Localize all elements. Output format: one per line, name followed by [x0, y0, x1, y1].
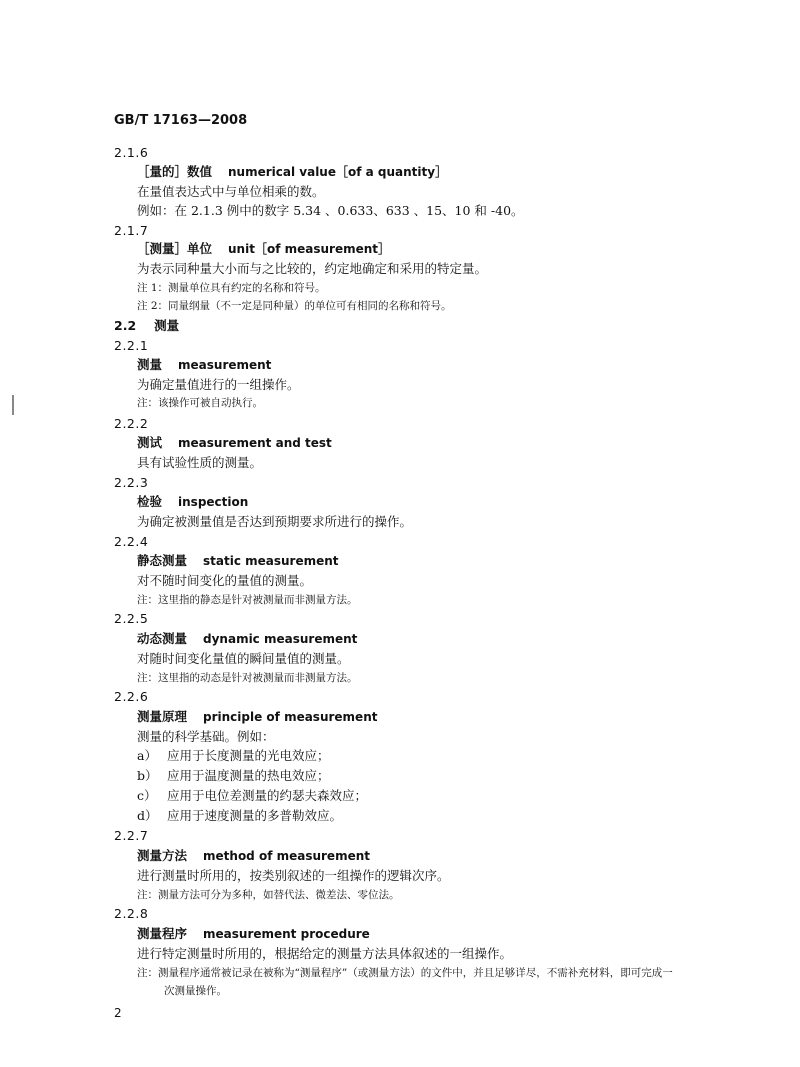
- definition: 对随时间变化量值的瞬间量值的测量。: [137, 651, 350, 666]
- clause-number: 2.2.6: [114, 689, 149, 704]
- clause-number: 2.2.4: [114, 534, 149, 549]
- note: 注：该操作可被自动执行。: [137, 397, 263, 409]
- note: 注：测量程序通常被记录在被称为“测量程序”（或测量方法）的文件中，并且足够详尽，不需补充材料，即可完成一: [137, 967, 673, 979]
- list-item-text: 应用于电位差测量的约瑟夫森效应；: [167, 788, 368, 803]
- clause-number: 2.2.5: [114, 611, 149, 626]
- note: 注 1：测量单位具有约定的名称和符号。: [137, 282, 326, 294]
- section-number: 2.2: [114, 318, 137, 333]
- term-zh: ［量的］数值: [137, 164, 213, 179]
- term-heading: [137, 850, 370, 863]
- term-heading: [137, 928, 370, 941]
- term-heading: [137, 437, 332, 450]
- list-item-text: 应用于速度测量的多普勒效应。: [167, 808, 343, 823]
- example-text: 例如：在 2.1.3 例中的数字 5.34 、0.633、633 、15、10 和 -40。: [137, 203, 524, 218]
- term-en: static measurement: [203, 554, 339, 568]
- clause-number: 2.2.3: [114, 475, 149, 490]
- term-heading: [137, 496, 248, 509]
- term-zh: 测量原理: [137, 709, 188, 724]
- section-title: 测量: [154, 318, 180, 333]
- document-code: GB/T 17163—2008: [114, 113, 248, 128]
- list-item-text: 应用于长度测量的光电效应；: [167, 748, 330, 763]
- definition: 为确定被测量值是否达到预期要求所进行的操作。: [137, 514, 413, 529]
- clause-number: 2.1.6: [114, 145, 149, 160]
- term-heading: [137, 711, 377, 724]
- list-item-label: b）: [137, 768, 158, 783]
- list-item-label: d）: [137, 808, 158, 823]
- clause-number: 2.2.1: [114, 338, 149, 353]
- list-item-label: a）: [137, 748, 157, 763]
- page-number: 2: [114, 1006, 122, 1020]
- note: 注：这里指的静态是针对被测量而非测量方法。: [137, 594, 358, 606]
- term-zh: ［测量］单位: [137, 241, 213, 256]
- term-zh: 动态测量: [137, 631, 188, 646]
- note-continuation: 次测量操作。: [164, 985, 227, 997]
- term-zh: 测量方法: [137, 848, 188, 863]
- term-heading: [137, 166, 447, 179]
- term-en: measurement and test: [178, 436, 332, 450]
- term-heading: [137, 555, 339, 568]
- clause-number: 2.2.8: [114, 906, 149, 921]
- list-item: [137, 810, 342, 823]
- term-en: principle of measurement: [203, 710, 378, 724]
- term-zh: 静态测量: [137, 553, 188, 568]
- list-item-label: c）: [137, 788, 157, 803]
- term-heading: [137, 243, 390, 256]
- definition: 测量的科学基础。例如：: [137, 729, 275, 744]
- term-heading: [137, 633, 357, 646]
- term-zh: 测量: [137, 357, 163, 372]
- definition: 进行测量时所用的，按类别叙述的一组操作的逻辑次序。: [137, 868, 450, 883]
- definition: 具有试验性质的测量。: [137, 455, 263, 470]
- definition: 为确定量值进行的一组操作。: [137, 377, 300, 392]
- definition: 对不随时间变化的量值的测量。: [137, 573, 313, 588]
- clause-number: 2.1.7: [114, 223, 149, 238]
- term-heading: [137, 359, 271, 372]
- list-item: [137, 790, 367, 803]
- term-en: measurement: [178, 358, 272, 372]
- term-en: unit［of measurement］: [228, 242, 390, 256]
- margin-mark: [12, 395, 14, 415]
- term-en: method of measurement: [203, 849, 370, 863]
- list-item: [137, 750, 330, 763]
- note: 注：这里指的动态是针对被测量而非测量方法。: [137, 672, 358, 684]
- clause-number: 2.2.2: [114, 416, 149, 431]
- section-heading: [114, 320, 179, 333]
- definition: 进行特定测量时所用的，根据给定的测量方法具体叙述的一组操作。: [137, 946, 513, 961]
- term-zh: 检验: [137, 494, 163, 509]
- definition: 在量值表达式中与单位相乘的数。: [137, 184, 325, 199]
- term-en: measurement procedure: [203, 927, 370, 941]
- term-en: inspection: [178, 495, 249, 509]
- term-en: numerical value［of a quantity］: [228, 165, 448, 179]
- list-item-text: 应用于温度测量的热电效应；: [167, 768, 330, 783]
- list-item: [137, 770, 330, 783]
- term-zh: 测量程序: [137, 926, 188, 941]
- term-en: dynamic measurement: [203, 632, 358, 646]
- note: 注：测量方法可分为多种，如替代法、微差法、零位法。: [137, 889, 400, 901]
- term-zh: 测试: [137, 435, 163, 450]
- definition: 为表示同种量大小而与之比较的，约定地确定和采用的特定量。: [137, 261, 488, 276]
- note: 注 2：同量纲量（不一定是同种量）的单位可有相同的名称和符号。: [137, 300, 452, 312]
- clause-number: 2.2.7: [114, 828, 149, 843]
